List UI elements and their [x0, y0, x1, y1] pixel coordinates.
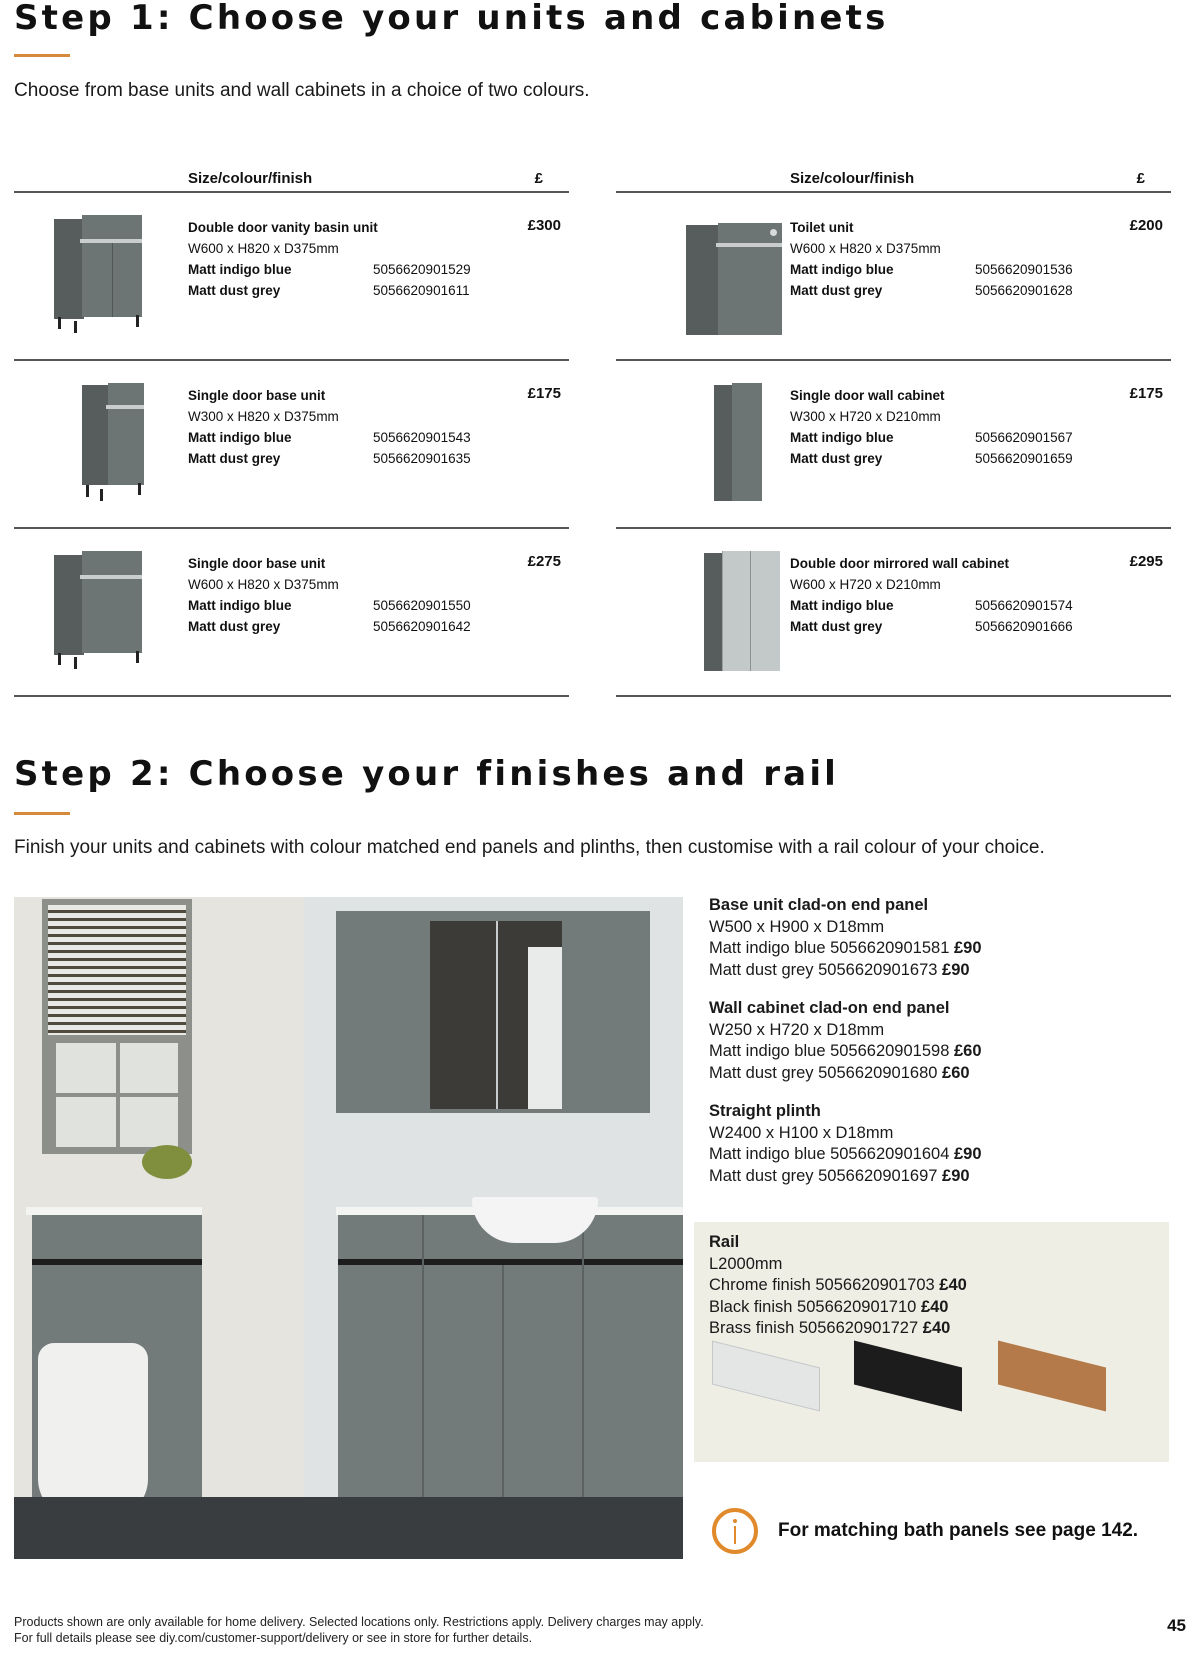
rail-price: £40 — [939, 1276, 967, 1294]
variant-label: Matt indigo blue — [790, 430, 894, 445]
product-row — [14, 193, 569, 361]
variant-label: Matt dust grey — [790, 283, 883, 298]
brass-rail-swatch — [998, 1341, 1106, 1412]
step2-heading: Step 2: Choose your finishes and rail — [14, 754, 840, 794]
variant-code: 5056620901642 — [373, 619, 471, 634]
spec-title: Wall cabinet clad-on end panel — [709, 999, 950, 1017]
rail-line: Brass finish 5056620901727 — [709, 1319, 919, 1337]
mirrored-wall-cabinet — [336, 911, 650, 1113]
product-row — [616, 529, 1171, 697]
accent-rule — [14, 54, 70, 57]
window — [42, 899, 192, 1154]
product-table-left — [14, 168, 569, 697]
step1-intro: Choose from base units and wall cabinets in a choice of two colours. — [14, 80, 590, 101]
product-size: W600 x H820 x D375mm — [790, 241, 941, 256]
product-name: Single door base unit — [188, 556, 326, 571]
variant-label: Matt dust grey — [188, 451, 281, 466]
spec-size: W2400 x H100 x D18mm — [709, 1123, 894, 1142]
spec-price: £90 — [953, 939, 982, 957]
spec-price: £90 — [953, 1145, 982, 1163]
spec-line: Matt dust grey 5056620901680 — [709, 1063, 938, 1082]
footer-line-1: Products shown are only available for home delivery. Selected locations only. Restrictions apply. Delivery charges may apply. — [14, 1615, 704, 1629]
product-size: W300 x H720 x D210mm — [790, 409, 941, 424]
toilet — [38, 1343, 148, 1519]
chrome-rail-swatch — [712, 1341, 820, 1412]
variant-code: 5056620901550 — [373, 598, 471, 613]
variant-code: 5056620901659 — [975, 451, 1073, 466]
double-door-vanity-unit-image — [44, 211, 164, 341]
product-price: £295 — [1129, 553, 1163, 570]
spec-price: £60 — [953, 1042, 982, 1060]
bathroom-photo — [14, 897, 683, 1559]
variant-code: 5056620901574 — [975, 598, 1073, 613]
rail-panel — [694, 1222, 1169, 1462]
variant-label: Matt indigo blue — [188, 598, 292, 613]
product-price: £275 — [527, 553, 561, 570]
variant-label: Matt indigo blue — [188, 430, 292, 445]
single-door-base-unit-600-image — [44, 547, 164, 677]
product-name: Toilet unit — [790, 220, 854, 235]
product-size: W600 x H720 x D210mm — [790, 577, 941, 592]
vanity-units — [338, 1215, 683, 1497]
table-header — [14, 168, 569, 193]
variant-label: Matt indigo blue — [790, 262, 894, 277]
spec-straight-plinth — [709, 1101, 1149, 1187]
single-door-base-unit-300-image — [44, 379, 164, 509]
rail-price: £40 — [922, 1319, 951, 1337]
toilet-unit-image — [646, 211, 766, 341]
rail-title: Rail — [709, 1233, 740, 1251]
plant — [142, 1145, 192, 1179]
spec-wall-cabinet-end-panel — [709, 998, 1149, 1084]
double-door-mirrored-wall-cabinet-image — [646, 547, 766, 677]
spec-price: £90 — [942, 1166, 970, 1185]
spec-price: £60 — [942, 1063, 970, 1082]
spec-size: W500 x H900 x D18mm — [709, 917, 885, 936]
spec-line: Matt indigo blue 5056620901604 — [709, 1145, 950, 1163]
floor — [14, 1497, 683, 1559]
product-row — [14, 361, 569, 529]
bath-panels-reference: For matching bath panels see page 142. — [778, 1520, 1139, 1541]
variant-code: 5056620901666 — [975, 619, 1073, 634]
variant-label: Matt dust grey — [188, 283, 281, 298]
info-note — [712, 1508, 1138, 1554]
product-row — [616, 193, 1171, 361]
variant-label: Matt dust grey — [790, 451, 883, 466]
header-size-colour-finish: Size/colour/finish — [188, 170, 313, 187]
product-price: £175 — [1129, 385, 1163, 402]
step1-heading: Step 1: Choose your units and cabinets — [14, 0, 889, 38]
product-table-right — [616, 168, 1171, 697]
variant-code: 5056620901543 — [373, 430, 471, 445]
info-icon — [712, 1508, 758, 1554]
spec-base-unit-end-panel — [709, 895, 1149, 981]
spec-price: £90 — [942, 960, 970, 979]
step2-intro: Finish your units and cabinets with colour matched end panels and plinths, then customise with a rail colour of your choice. — [14, 837, 1045, 858]
variant-label: Matt dust grey — [188, 619, 281, 634]
single-door-wall-cabinet-image — [646, 379, 766, 509]
spec-line: Matt indigo blue 5056620901581 — [709, 939, 950, 957]
spec-line: Matt dust grey 5056620901673 — [709, 960, 938, 979]
accent-rule — [14, 812, 70, 815]
variant-code: 5056620901628 — [975, 283, 1073, 298]
product-size: W600 x H820 x D375mm — [188, 241, 339, 256]
table-header — [616, 168, 1171, 193]
product-name: Single door wall cabinet — [790, 388, 945, 403]
header-currency: £ — [1136, 170, 1145, 187]
variant-label: Matt indigo blue — [790, 598, 894, 613]
footer-line-2: For full details please see diy.com/customer-support/delivery or see in store for further details. — [14, 1631, 533, 1645]
variant-code: 5056620901529 — [373, 262, 471, 277]
spec-line: Matt indigo blue 5056620901598 — [709, 1042, 950, 1060]
product-name: Single door base unit — [188, 388, 326, 403]
product-name: Double door mirrored wall cabinet — [790, 556, 1010, 571]
footer-disclaimer — [14, 1614, 704, 1646]
product-price: £300 — [527, 217, 561, 234]
variant-code: 5056620901635 — [373, 451, 471, 466]
spec-title: Straight plinth — [709, 1102, 821, 1120]
rail-line: Chrome finish 5056620901703 — [709, 1276, 935, 1294]
spec-title: Base unit clad-on end panel — [709, 896, 929, 914]
product-size: W600 x H820 x D375mm — [188, 577, 339, 592]
product-price: £175 — [527, 385, 561, 402]
variant-code: 5056620901567 — [975, 430, 1073, 445]
rail-size: L2000mm — [709, 1254, 783, 1273]
page-number: 45 — [1167, 1616, 1186, 1635]
header-currency: £ — [534, 170, 543, 187]
variant-label: Matt dust grey — [790, 619, 883, 634]
variant-label: Matt indigo blue — [188, 262, 292, 277]
product-size: W300 x H820 x D375mm — [188, 409, 339, 424]
variant-code: 5056620901611 — [373, 283, 470, 298]
product-price: £200 — [1129, 217, 1163, 234]
variant-code: 5056620901536 — [975, 262, 1073, 277]
black-rail-swatch — [854, 1341, 962, 1412]
rail-price: £40 — [920, 1297, 949, 1316]
rail-line: Black finish 5056620901710 — [709, 1297, 917, 1316]
spec-size: W250 x H720 x D18mm — [709, 1020, 885, 1039]
product-row — [616, 361, 1171, 529]
spec-line: Matt dust grey 5056620901697 — [709, 1166, 938, 1185]
product-row — [14, 529, 569, 697]
product-name: Double door vanity basin unit — [188, 220, 378, 235]
header-size-colour-finish: Size/colour/finish — [790, 170, 915, 187]
